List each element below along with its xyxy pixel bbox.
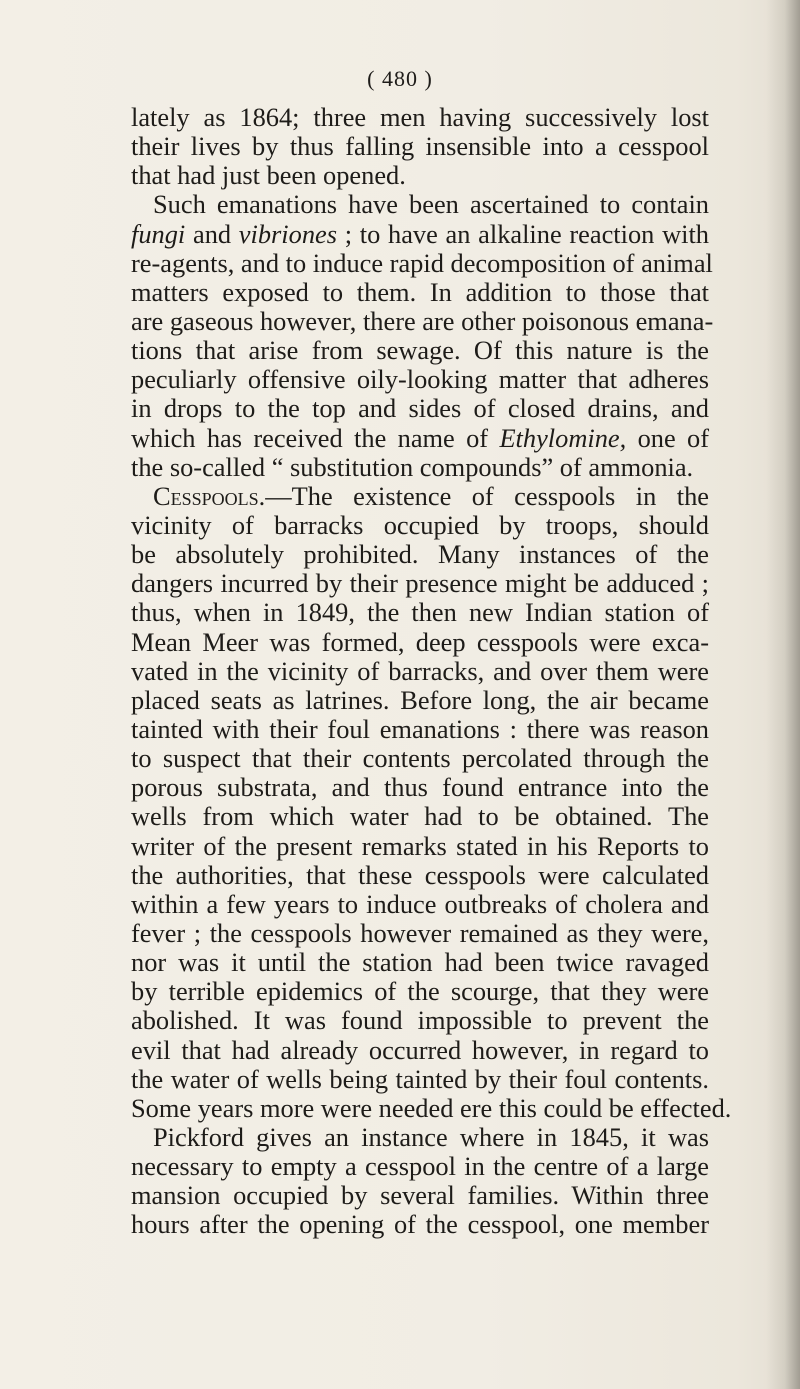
text-line	[131, 715, 709, 744]
text-segment: —The existence of cesspools in the	[265, 480, 709, 511]
text-line	[131, 861, 709, 890]
text-segment: matters exposed to them. In addition to those that	[131, 276, 709, 307]
text-line	[131, 103, 709, 132]
text-line	[131, 190, 709, 219]
text-line	[131, 1181, 709, 1210]
text-segment: to suspect that their contents percolated through the	[131, 743, 709, 774]
text-line	[131, 773, 709, 802]
text-segment: writer of the present remarks stated in his Reports to	[131, 830, 709, 861]
text-segment: that had just been opened.	[131, 160, 406, 191]
text-line	[131, 453, 709, 482]
text-segment: wells from which water had to be obtained. The	[131, 801, 709, 832]
text-line	[131, 336, 709, 365]
text-segment: tainted with their foul emanations : there was reason	[131, 713, 709, 744]
text-segment: their lives by thus falling insensible into a cesspool	[131, 131, 709, 162]
text-line	[131, 1123, 709, 1152]
text-line	[131, 247, 713, 278]
text-line	[131, 948, 709, 977]
text-segment: porous substrata, and thus found entrance into the	[131, 772, 709, 803]
text-segment: Some years more were needed ere this could be effected.	[131, 1092, 732, 1123]
text-segment: dangers incurred by their presence might be adduced ;	[131, 568, 709, 599]
text-segment: abolished. It was found impossible to prevent the	[131, 1005, 709, 1036]
text-line	[131, 365, 709, 394]
body-text	[131, 102, 732, 1240]
text-segment: be absolutely prohibited. Many instances of the	[131, 539, 709, 570]
text-line	[131, 832, 709, 861]
text-segment: in drops to the top and sides of closed drains, and	[131, 393, 709, 424]
text-line	[131, 132, 709, 161]
text-segment: peculiarly offensive oily-looking matter that adheres	[131, 364, 709, 395]
text-line	[131, 161, 709, 190]
text-segment: re-agents, and to induce rapid decomposition of animal	[131, 247, 713, 278]
text-segment: tions that arise from sewage. Of this nature is the	[131, 335, 709, 366]
text-segment: one of	[626, 422, 709, 453]
text-segment: mansion occupied by several families. Within three	[131, 1180, 709, 1211]
text-segment: by terrible epidemics of the scourge, that they were	[131, 976, 709, 1007]
text-line	[131, 305, 714, 336]
text-line	[131, 394, 709, 423]
text-segment: Such emanations have been ascertained to contain	[153, 189, 709, 220]
text-segment: the authorities, that these cesspools were calculated	[131, 859, 709, 890]
italic-term: vibriones	[238, 218, 338, 249]
text-line	[131, 628, 709, 657]
text-line	[131, 890, 709, 919]
text-segment: are gaseous however, there are other poisonous emana-	[131, 305, 714, 336]
text-segment: nor was it until the station had been twice ravaged	[131, 947, 709, 978]
text-line	[131, 977, 709, 1006]
text-segment: ; to have an alkaline reaction with	[337, 218, 709, 249]
text-segment: Pickford gives an instance where in 1845, it was	[153, 1121, 709, 1152]
text-segment: Mean Meer was formed, deep cesspools were exca-	[131, 626, 709, 657]
text-line	[131, 482, 709, 511]
text-line	[131, 569, 709, 598]
page-number: ( 480 )	[367, 66, 433, 91]
italic-term: fungi	[131, 218, 186, 249]
text-segment: which has received the name of	[131, 422, 500, 453]
text-line	[131, 1210, 709, 1239]
text-line	[131, 278, 709, 307]
text-segment: and	[185, 218, 239, 249]
text-line	[131, 598, 709, 627]
text-line	[131, 540, 709, 569]
text-line	[131, 1152, 709, 1181]
text-line	[131, 1065, 709, 1094]
text-segment: evil that had already occurred however, in regard to	[131, 1034, 709, 1065]
text-segment: hours after the opening of the cesspool, one member	[131, 1209, 709, 1240]
text-line	[131, 220, 709, 249]
text-segment: within a few years to induce outbreaks of cholera and	[131, 888, 709, 919]
text-line	[131, 1036, 709, 1065]
text-line	[131, 657, 709, 686]
text-segment: vated in the vicinity of barracks, and over them were	[131, 655, 709, 686]
text-line	[131, 1092, 732, 1123]
text-segment: the so-called “ substitution compounds” of ammonia.	[131, 451, 694, 482]
text-line	[131, 744, 709, 773]
section-heading: Cesspools.	[153, 480, 266, 511]
text-line	[131, 686, 709, 715]
text-segment: necessary to empty a cesspool in the centre of a large	[131, 1151, 709, 1182]
text-segment: fever ; the cesspools however remained as they were,	[131, 917, 709, 948]
text-line	[131, 424, 709, 453]
text-segment: placed seats as latrines. Before long, the air became	[131, 684, 709, 715]
text-segment: the water of wells being tainted by their foul contents.	[131, 1063, 709, 1094]
text-line	[131, 919, 709, 948]
text-segment: vicinity of barracks occupied by troops, should	[131, 509, 709, 540]
text-line	[131, 1006, 709, 1035]
text-segment: thus, when in 1849, the then new Indian station of	[131, 597, 709, 628]
text-line	[131, 511, 709, 540]
page-edge-shadow	[766, 0, 800, 1389]
italic-term: Ethylomine,	[499, 422, 627, 453]
text-line	[131, 802, 709, 831]
text-segment: lately as 1864; three men having successively lost	[131, 102, 709, 132]
